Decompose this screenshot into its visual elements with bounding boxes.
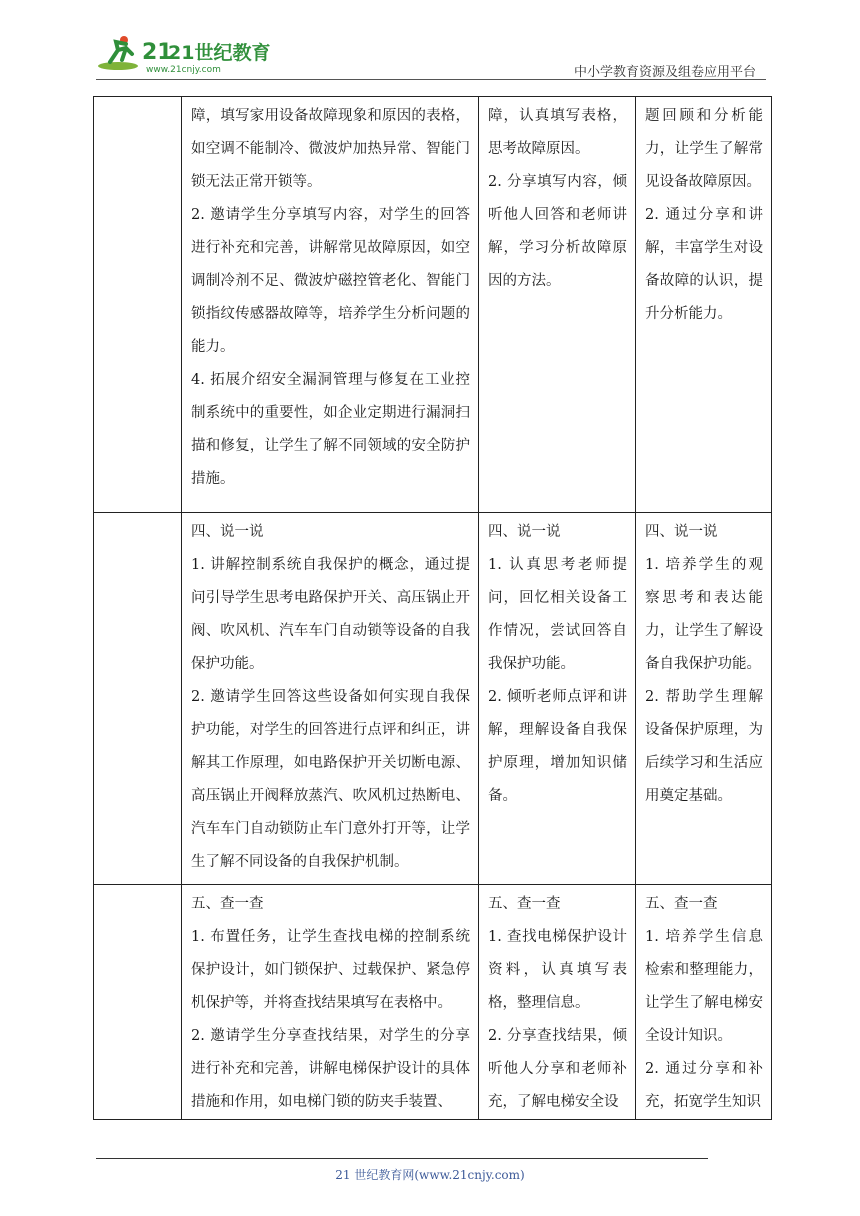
paragraph: 2. 倾听老师点评和讲解，理解设备自我保护原理，增加知识储备。	[488, 689, 627, 804]
paragraph: 题回顾和分析能力，让学生了解常见设备故障原因。	[645, 108, 763, 190]
paragraph: 2. 通过分享和补充，拓宽学生知识	[645, 1061, 763, 1110]
paragraph: 五、查一查	[191, 896, 264, 912]
paragraph: 1. 讲解控制系统自我保护的概念，通过提问引导学生思考电路保护开关、高压锅止开阀、吹风机、汽车车门自动锁等设备的自我保护功能。	[191, 557, 470, 672]
paragraph: 2. 邀请学生分享查找结果，对学生的分享进行补充和完善，讲解电梯保护设计的具体措施和作用，如电梯门锁的防夹手装置、	[191, 1028, 470, 1110]
paragraph: 四、说一说	[488, 524, 561, 540]
design-intent-cell	[636, 885, 772, 1120]
paragraph: 障，填写家用设备故障现象和原因的表格，如空调不能制冷、微波炉加热异常、智能门锁无法正常开锁等。	[191, 108, 470, 190]
page-footer: 21 世纪教育网(www.21cnjy.com)	[335, 1168, 525, 1182]
site-logo	[96, 32, 276, 76]
teacher-activity-cell	[182, 885, 479, 1120]
paragraph: 1. 认真思考老师提问，回忆相关设备工作情况，尝试回答自我保护功能。	[488, 557, 627, 672]
paragraph: 2. 邀请学生回答这些设备如何实现自我保护功能，对学生的回答进行点评和纠正，讲解其工作原理，如电路保护开关切断电源、高压锅止开阀释放蒸汽、吹风机过热断电、汽车车门自动锁防止车门意外打开等，让学生了解不同设备的自我保护机制。	[191, 689, 470, 870]
paragraph: 2. 分享查找结果，倾听他人分享和老师补充，了解电梯安全设	[488, 1028, 627, 1110]
paragraph: 2. 通过分享和讲解，丰富学生对设备故障的认识，提升分析能力。	[645, 207, 763, 322]
paragraph: 1. 查找电梯保护设计资料，认真填写表格，整理信息。	[488, 929, 627, 1011]
teacher-activity-cell	[182, 513, 479, 885]
paragraph: 障，认真填写表格，思考故障原因。	[488, 108, 627, 157]
student-activity-cell	[479, 97, 636, 513]
paragraph: 4. 拓展介绍安全漏洞管理与修复在工业控制系统中的重要性，如企业定期进行漏洞扫描和修复，让学生了解不同领域的安全防护措施。	[191, 372, 470, 487]
design-intent-cell	[636, 97, 772, 513]
paragraph: 2. 分享填写内容，倾听他人回答和老师讲解，学习分析故障原因的方法。	[488, 174, 627, 289]
phase-cell	[94, 513, 182, 885]
header-rule	[96, 79, 766, 80]
table-row	[94, 97, 772, 513]
svg-text:21: 21	[142, 40, 173, 65]
teacher-activity-cell	[182, 97, 479, 513]
platform-name: 中小学教育资源及组卷应用平台	[573, 65, 756, 80]
table-row	[94, 513, 772, 885]
paragraph: 1. 布置任务，让学生查找电梯的控制系统保护设计，如门锁保护、过载保护、紧急停机保护等，并将查找结果填写在表格中。	[191, 929, 470, 1011]
paragraph: 2. 帮助学生理解设备保护原理，为后续学习和生活应用奠定基础。	[645, 689, 763, 804]
design-intent-cell	[636, 513, 772, 885]
phase-cell	[94, 885, 182, 1120]
page-header	[96, 28, 766, 80]
paragraph: 1. 培养学生的观察思考和表达能力，让学生了解设备自我保护功能。	[645, 557, 763, 672]
footer-rule	[96, 1158, 708, 1159]
lesson-plan-table	[93, 96, 772, 1120]
paragraph: 四、说一说	[645, 524, 718, 540]
table-row	[94, 885, 772, 1120]
paragraph: 四、说一说	[191, 524, 264, 540]
paragraph: 五、查一查	[645, 896, 718, 912]
paragraph: 五、查一查	[488, 896, 561, 912]
paragraph: 2. 邀请学生分享填写内容，对学生的回答进行补充和完善，讲解常见故障原因，如空调制冷剂不足、微波炉磁控管老化、智能门锁指纹传感器故障等，培养学生分析问题的能力。	[191, 207, 470, 355]
svg-text:www.21cnjy.com: www.21cnjy.com	[146, 65, 221, 75]
phase-cell	[94, 97, 182, 513]
student-activity-cell	[479, 885, 636, 1120]
student-activity-cell	[479, 513, 636, 885]
paragraph: 1. 培养学生信息检索和整理能力，让学生了解电梯安全设计知识。	[645, 929, 763, 1044]
svg-text:21世纪教育: 21世纪教育	[168, 42, 271, 64]
